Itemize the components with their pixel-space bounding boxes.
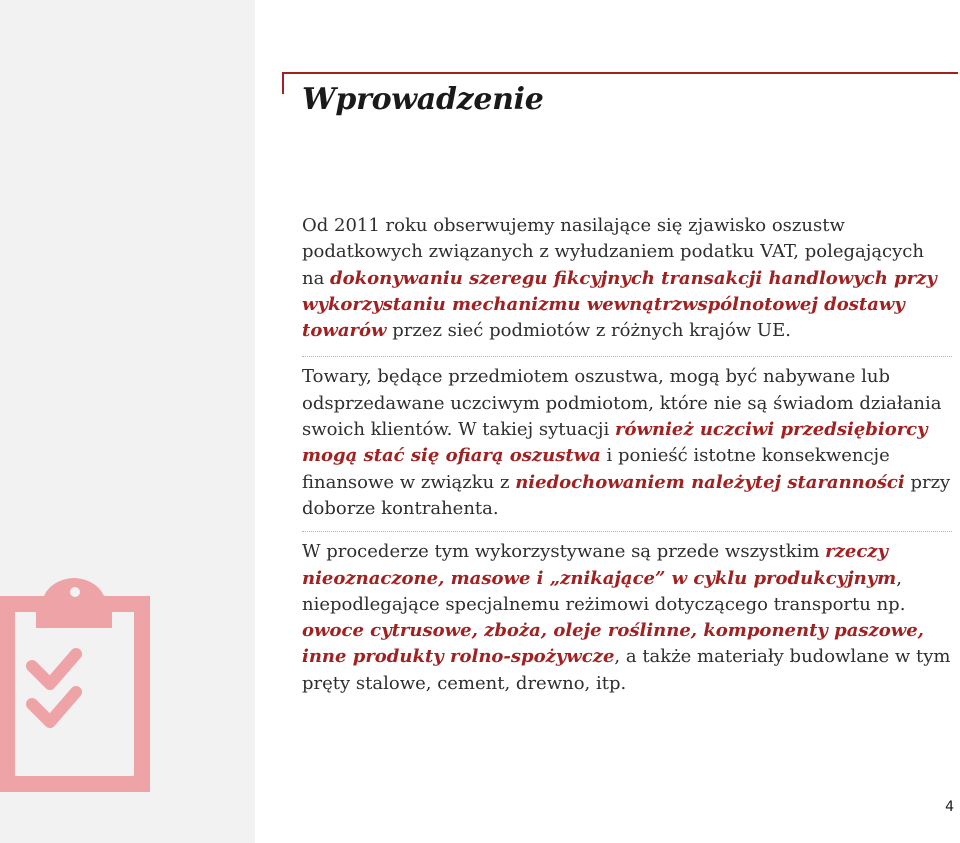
text-run: , niepodlegające specjalnemu reżimowi dotyczącego transportu np. (302, 567, 906, 615)
clipboard-checklist-icon (0, 578, 156, 792)
text-run: Towary, będące przedmiotem oszustwa, mogą być nabywane lub odsprzedawane uczciwym podmiotom, które nie są świadom działania swoich klientów. W takiej sytuacji (302, 366, 942, 441)
text-run: Od 2011 roku obserwujemy nasilające się zjawisko oszustw podatkowych związanych z wyłudzaniem podatku VAT, polegających na (302, 215, 924, 289)
paragraph-intro (302, 213, 952, 344)
text-run: W procederze tym wykorzystywane są przede wszystkim (302, 541, 826, 563)
body-content (302, 213, 952, 697)
highlighted-text: niedochowaniem należytej staranności (515, 471, 905, 493)
highlighted-text: rzeczy nieoznaczone, masowe i „znikające” w cyklu produkcyjnym (302, 541, 897, 589)
dotted-divider (302, 531, 952, 532)
text-run: przy doborze kontrahenta. (302, 471, 951, 519)
text-run: , a także materiały budowlane w tym pręty stalowe, cement, drewno, itp. (302, 646, 951, 694)
side-panel (0, 0, 255, 843)
paragraph-goods (302, 539, 952, 697)
highlighted-text: również uczciwi przedsiębiorcy mogą stać się ofiarą oszustwa (302, 419, 928, 467)
paragraph-risk (302, 364, 952, 522)
highlighted-text: dokonywaniu szeregu fikcyjnych transakcji handlowych przy wykorzystaniu mechanizmu wewnątrzwspólnotowej dostawy towarów (302, 267, 937, 342)
highlighted-text: owoce cytrusowe, zboża, oleje roślinne, komponenty paszowe, inne produkty rolno-spożywcze (302, 620, 924, 668)
text-run: i ponieść istotne konsekwencje finansowe w związku z (302, 445, 890, 493)
page-title: Wprowadzenie (302, 82, 544, 117)
page-number: 4 (945, 799, 954, 815)
dotted-divider (302, 356, 952, 357)
text-run: przez sieć podmiotów z różnych krajów UE. (386, 320, 791, 342)
